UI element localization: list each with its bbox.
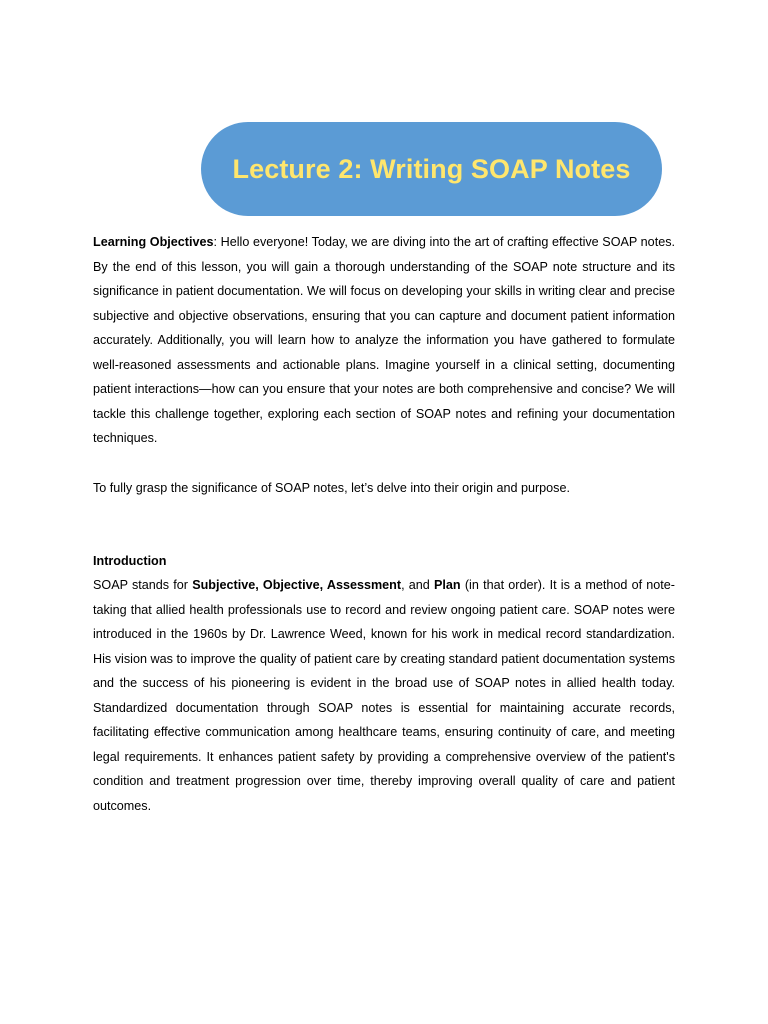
introduction-lead: SOAP stands for	[93, 578, 193, 592]
introduction-paragraph	[93, 573, 675, 818]
introduction-text: (in that order). It is a method of note-taking that allied health professionals use to record and review ongoing patient care. SOAP notes were introduced in the 1960s by Dr. Lawrence Weed, known for his work in medical record standardization. His vision was to improve the quality of patient care by creating standard patient documentation systems and the success of his pioneering is evident in the broad use of SOAP notes in allied health today. Standardized documentation through SOAP notes is essential for maintaining accurate records, facilitating effective communication among healthcare teams, ensuring continuity of care, and meeting legal requirements. It enhances patient safety by providing a comprehensive overview of the patient's condition and treatment progression over time, thereby improving overall quality of care and patient outcomes.	[93, 578, 675, 813]
introduction-plan: Plan	[434, 578, 461, 592]
learning-objectives-paragraph	[93, 230, 675, 451]
introduction-connector: , and	[401, 578, 435, 592]
introduction-heading: Introduction	[93, 554, 167, 568]
learning-objectives-text: : Hello everyone! Today, we are diving into the art of crafting effective SOAP notes. By the end of this lesson, you will gain a thorough understanding of the SOAP note structure and its significance in patient documentation. We will focus on developing your skills in writing clear and precise subjective and objective observations, ensuring that you can capture and document patient information accurately. Additionally, you will learn how to analyze the information you have gathered to formulate well-reasoned assessments and actionable plans. Imagine yourself in a clinical setting, documenting patient interactions—how can you ensure that your notes are both comprehensive and concise? We will tackle this challenge together, exploring each section of SOAP notes and refining your documentation techniques.	[93, 235, 675, 445]
introduction-terms: Subjective, Objective, Assessment	[192, 578, 402, 592]
transition-paragraph: To fully grasp the significance of SOAP notes, let’s delve into their origin and purpose.	[93, 481, 570, 495]
page-title: Lecture 2: Writing SOAP Notes	[232, 153, 631, 184]
title-banner	[201, 122, 662, 216]
learning-objectives-label: Learning Objectives	[93, 235, 214, 249]
